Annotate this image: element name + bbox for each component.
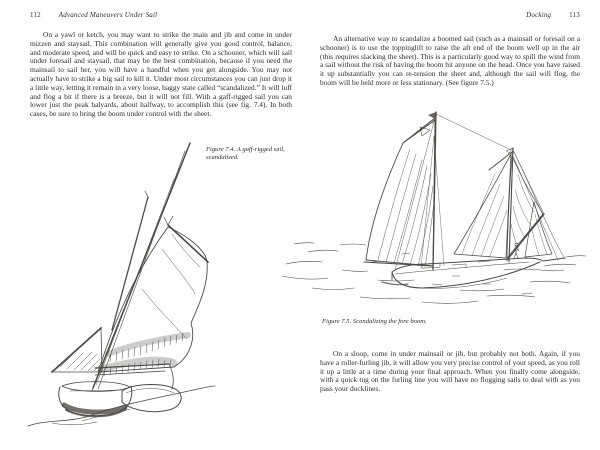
running-title-left: Advanced Maneuvers Under Sail (58, 11, 158, 19)
figure-7-4-illustration (22, 139, 217, 431)
page-number-left: 112 (30, 11, 41, 19)
running-head-left (30, 11, 157, 19)
right-page-paragraph-top: An alternative way to scandalize a boomed sail (such as a mainsail or foresail on a schooner) is to use the toppinglift to raise the aft end of the boom well up in the air (this requires slacking the sheet). This is a particularly good way to spill the wind from a sail without the risk of having the boom hit anyone on the head. Once you have raised it up substantially you can re-tension the sheet and, although the sail will flog, the boom will be held more or less stationary. (See figure 7.5.) (320, 34, 580, 87)
page-number-right: 113 (569, 11, 580, 19)
figure-7-5-caption: Figure 7.5. Scandalizing the fore boom. (322, 318, 427, 325)
figure-7-4-caption: Figure 7.4. A gaff-rigged sail, scandalized. (206, 146, 285, 161)
gaff-rigged-sail-sketch-svg (22, 139, 217, 431)
left-page-paragraph: On a yawl or ketch, you may want to strike the main and jib and come in under mizzen and staysail. This combination will generally give you good control, balance, and moderate speed, and will be quick and easy to strike. On a schooner, which will sail under foresail and staysail, that may be the best combination, because if you need the mainsail to sail her, you will have a handful when you get alongside. You may not actually have to strike a big sail to kill it. Under most circumstances you can just drop it a little way, letting it remain in a very loose, baggy state called “scandalized.” It will luff and flog a bit if there is a breeze, but it will not fill. With a gaff-rigged sail you can lower just the peak halyards, about halfway, to accomplish this (see fig. 7.4). In both cases, be sure to bring the boom under control with the sheet. (30, 30, 292, 119)
schooner-sketch-svg (282, 94, 590, 312)
running-head-right (526, 11, 580, 19)
figure-7-5-illustration (282, 94, 590, 312)
running-title-right: Docking (526, 11, 552, 19)
right-page-paragraph-bottom: On a sloop, come in under mainsail or jib, but probably not both. Again, if you have a roller-furling jib, it will allow you very precise control of your speed, as you roll it up a little at a time during your final approach. When you finally come alongside, with a quick tug on the furling line you will have no flogging sails to deal with as you pass your docklines. (320, 349, 580, 394)
